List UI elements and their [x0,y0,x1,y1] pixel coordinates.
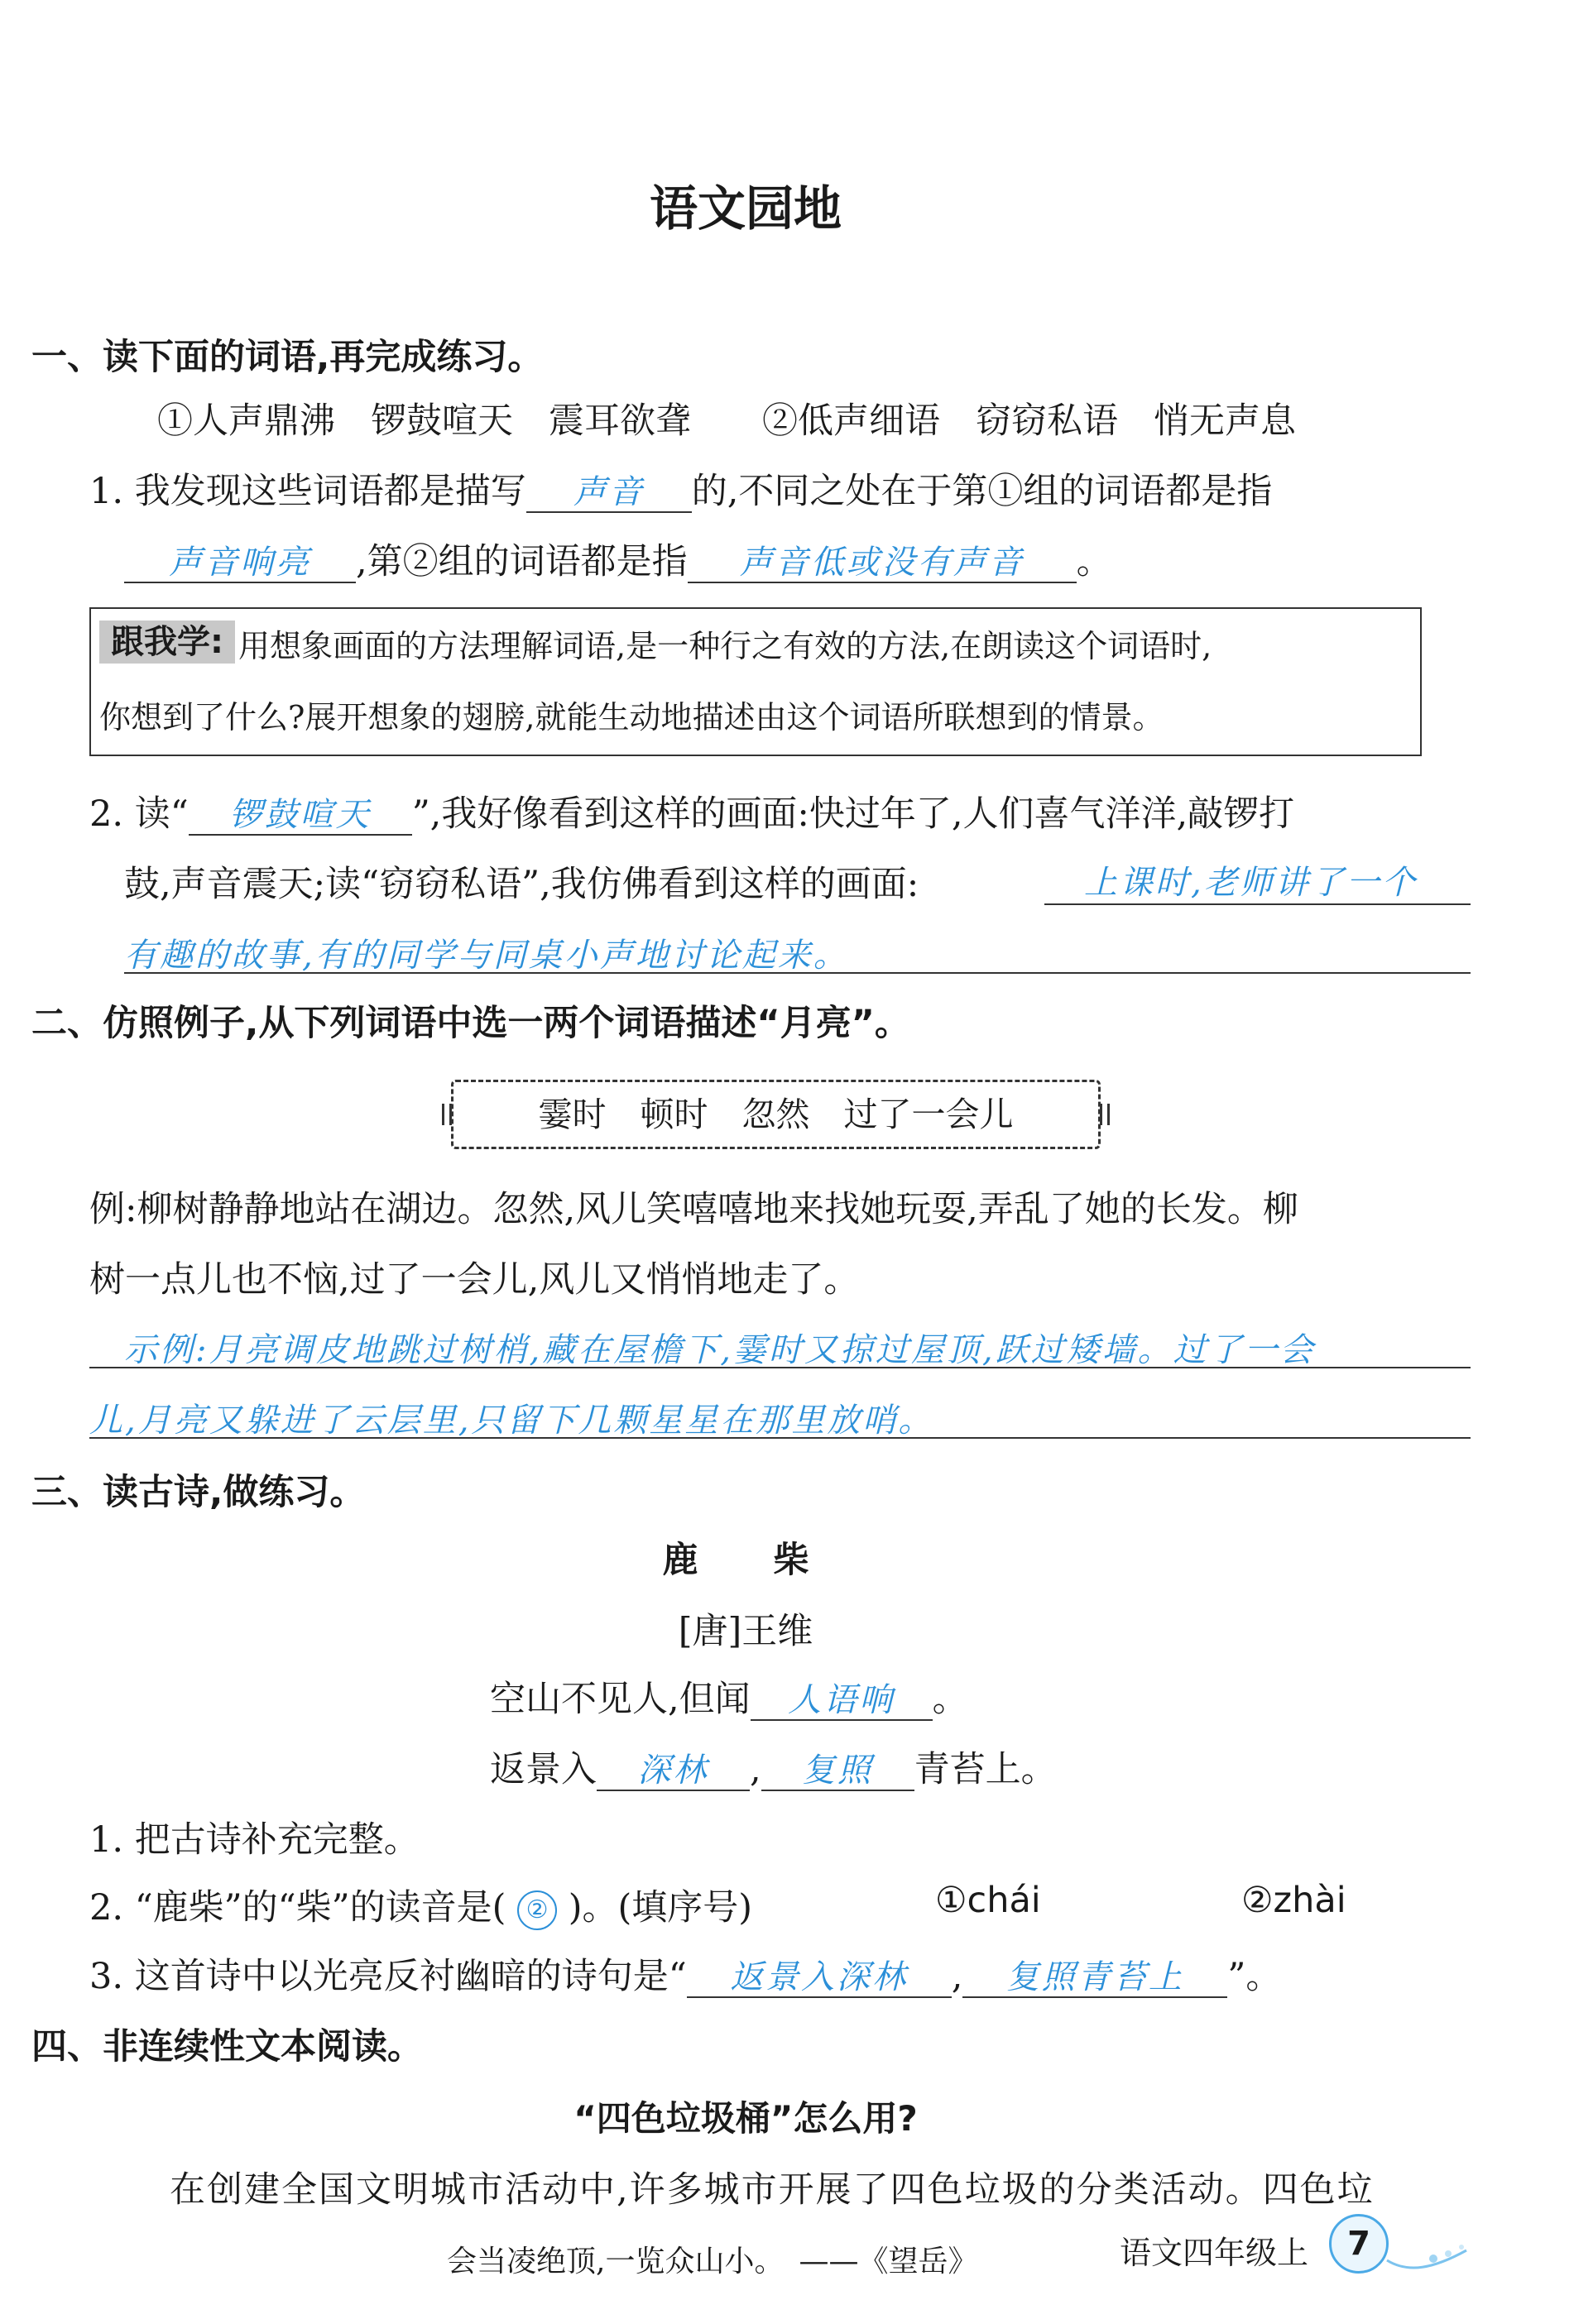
q3-prompt-start: 3. 这首诗中以光亮反衬幽暗的诗句是“ [89,1956,687,1997]
section4-heading: 四、非连续性文本阅读。 [31,2026,423,2068]
q2-answer-blank-1[interactable]: 锣鼓喧天 [189,796,412,836]
q3-answer-blank-2[interactable]: 复照青苔上 [962,1958,1227,1998]
decorative-swoosh-icon [1384,2226,1475,2275]
tip-tag: 跟我学: [99,621,235,664]
tip-line-1: 用想象画面的方法理解词语,是一种行之有效的方法,在朗读这个词语时, [238,628,1212,664]
q2-prompt-middle: ”,我好像看到这样的画面:快过年了,人们喜气洋洋,敲锣打 [411,793,1295,835]
q2-answer-underline-1 [1044,903,1471,905]
q2-reading-answer[interactable]: ② [517,1890,557,1930]
section2-heading: 二、仿照例子,从下列词语中选一两个词语描述“月亮”。 [31,1003,910,1044]
section1-q2-line1 [89,786,1294,836]
poem-line-2-text: 返景入 [490,1749,597,1790]
reading-option-1: ①chái [935,1880,1041,1921]
q3-prompt-end: ”。 [1227,1956,1282,1997]
tip-line-2: 你想到了什么?展开想象的翅膀,就能生动地描述由这个词语所联想到的情景。 [99,699,1164,736]
reading-option-2: ②zhài [1241,1880,1346,1921]
q1-prompt-start: 1. 我发现这些词语都是描写 [89,471,526,512]
section2-underline-2 [89,1437,1471,1439]
footer-quote: 会当凌绝顶,一览众山小。 ——《望岳》 [447,2245,978,2278]
section3-q1: 1. 把古诗补充完整。 [89,1819,420,1861]
poem-line-2-comma: , [750,1749,761,1790]
section1-q2-line2: 鼓,声音震天;读“窃窃私语”,我仿佛看到这样的画面: [124,864,919,905]
page-title: 语文园地 [649,180,842,237]
q1-answer-blank-2[interactable]: 声音响亮 [124,544,356,583]
wordbox-right-cap [1100,1104,1110,1125]
poem-line-2 [490,1742,1057,1792]
tip-box [89,607,1422,756]
q1-answer-blank-1[interactable]: 声音 [526,473,692,513]
section2-answer-line-1[interactable]: 示例:月亮调皮地跳过树梢,藏在屋檐下,霎时又掠过屋顶,跃过矮墙。过了一会 [124,1331,1316,1369]
q2-answer-line-1[interactable]: 上课时,老师讲了一个 [1084,864,1418,902]
section1-word-list: ①人声鼎沸 锣鼓喧天 震耳欲聋 ②低声细语 窃窃私语 悄无声息 [157,400,1296,442]
section3-q3 [89,1948,1281,1999]
section4-paragraph: 在创建全国文明城市活动中,许多城市开展了四色垃圾的分类活动。四色垃 [170,2169,1375,2211]
q3-answer-blank-1[interactable]: 返景入深林 [687,1958,952,1998]
q2-answer-line-2[interactable]: 有趣的故事,有的同学与同桌小声地讨论起来。 [124,937,849,975]
q1-prompt-end: 。 [1076,541,1112,582]
poem-line-1 [490,1671,968,1722]
poem-line-1-text: 空山不见人,但闻 [490,1679,751,1720]
q2-answer-underline-2 [124,972,1471,974]
section2-word-list: 霎时 顿时 忽然 过了一会儿 [538,1095,1014,1134]
poem-line-2-blank-2[interactable]: 复照 [761,1751,914,1791]
section2-word-box [451,1080,1101,1149]
section2-answer-line-2[interactable]: 儿,月亮又躲进了云层里,只留下几颗星星在那里放哨。 [89,1402,934,1440]
wordbox-left-cap [442,1104,452,1125]
section2-underline-1 [89,1367,1471,1368]
poem-line-2-end: 青苔上。 [914,1749,1057,1790]
section2-example-line-2: 树一点儿也不恼,过了一会儿,风儿又悄悄地走了。 [89,1259,860,1301]
footer-grade: 语文四年级上 [1120,2235,1309,2271]
poem-title: 鹿 柴 [662,1540,829,1581]
poem-author: [唐]王维 [678,1611,813,1652]
q2-prompt-start: 2. 读“ [89,793,189,835]
section4-subtitle: “四色垃圾桶”怎么用? [573,2098,918,2139]
poem-line-1-end: 。 [932,1679,968,1720]
section3-q2 [89,1880,752,1930]
q1-prompt-middle: 的,不同之处在于第①组的词语都是指 [691,471,1273,512]
q3-comma: , [951,1956,963,1997]
q2-reading-prompt: 2. “鹿柴”的“柴”的读音是( [89,1887,506,1929]
section1-heading: 一、读下面的词语,再完成练习。 [31,337,544,378]
section3-heading: 三、读古诗,做练习。 [31,1472,366,1513]
q1-prompt-middle-2: ,第②组的词语都是指 [356,541,688,582]
poem-line-1-blank[interactable]: 人语响 [751,1681,933,1721]
page-number: 7 [1329,2214,1389,2274]
q2-reading-end: )。(填序号) [568,1887,753,1929]
poem-line-2-blank-1[interactable]: 深林 [597,1751,750,1791]
q1-answer-blank-3[interactable]: 声音低或没有声音 [688,544,1077,583]
section1-q1-line1 [89,463,1272,514]
section2-example-line-1: 例:柳树静静地站在湖边。忽然,风儿笑嘻嘻地来找她玩耍,弄乱了她的长发。柳 [89,1189,1298,1230]
section1-q1-line2 [124,534,1112,584]
